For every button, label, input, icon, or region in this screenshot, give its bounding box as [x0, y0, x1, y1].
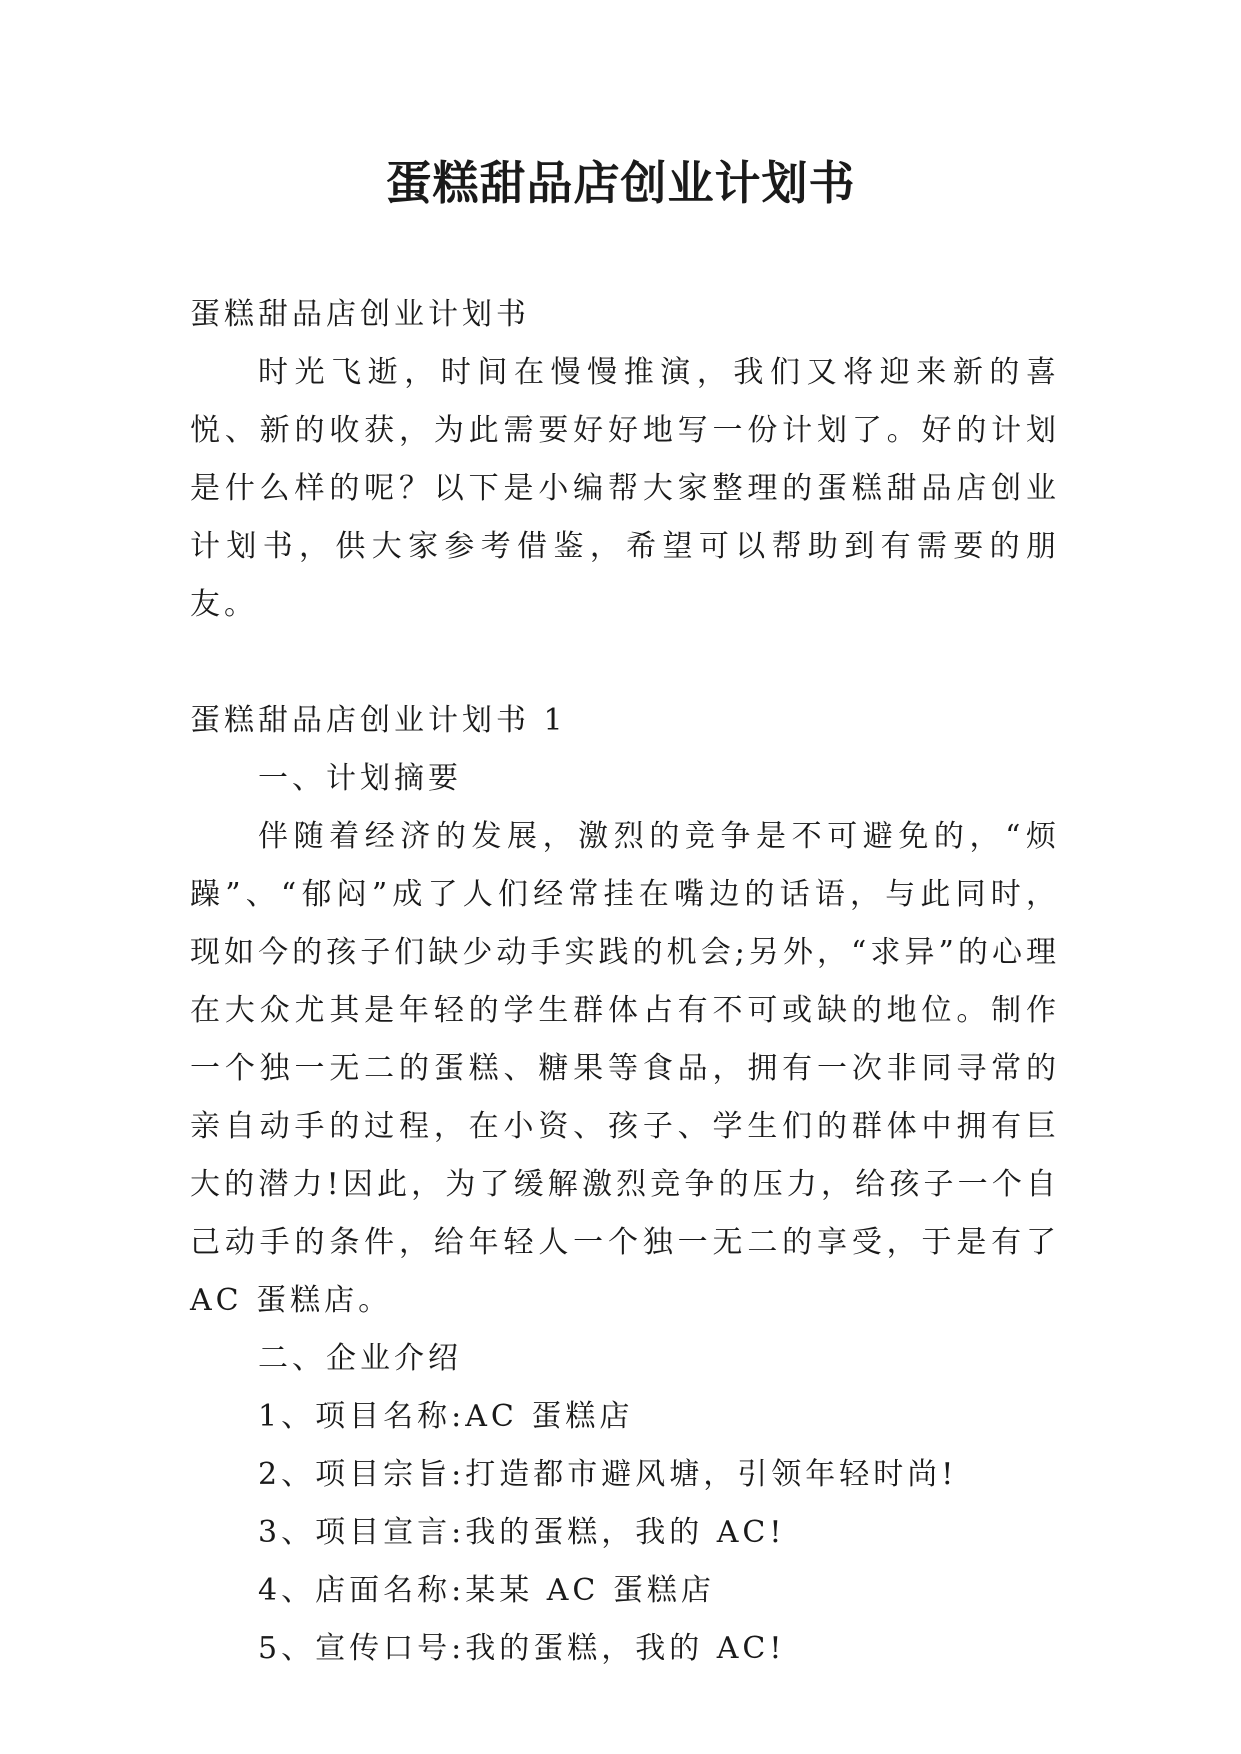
summary-paragraph: 伴随着经济的发展，激烈的竞争是不可避免的，“烦躁”、“郁闷”成了人们经常挂在嘴边的话语，与此同时，现如今的孩子们缺少动手实践的机会;另外，“求异”的心理在大众尤其是年轻的学生群体占有不可或缺的地位。制作一个独一无二的蛋糕、糖果等食品，拥有一次非同寻常的亲自动手的过程，在小资、孩子、学生们的群体中拥有巨大的潜力!因此，为了缓解激烈竞争的压力，给孩子一个自己动手的条件，给年轻人一个独一无二的享受，于是有了 AC 蛋糕店。	[190, 819, 1060, 1318]
list-item: 5、宣传口号:我的蛋糕，我的 AC!	[258, 1631, 786, 1666]
list-item: 1、项目名称:AC 蛋糕店	[258, 1399, 634, 1434]
list-item: 4、店面名称:某某 AC 蛋糕店	[258, 1573, 715, 1608]
subsection-heading-company: 二、企业介绍	[258, 1341, 462, 1376]
intro-heading: 蛋糕甜品店创业计划书	[190, 297, 530, 332]
document-title: 蛋糕甜品店创业计划书	[385, 156, 856, 210]
intro-paragraph: 时光飞逝，时间在慢慢推演，我们又将迎来新的喜悦、新的收获，为此需要好好地写一份计划了。好的计划是什么样的呢？以下是小编帮大家整理的蛋糕甜品店创业计划书，供大家参考借鉴，希望可以帮助到有需要的朋友。	[190, 355, 1060, 622]
section-heading: 蛋糕甜品店创业计划书 1	[190, 703, 567, 738]
subsection-heading-summary: 一、计划摘要	[258, 761, 462, 796]
spacer	[190, 634, 1060, 692]
list-item: 2、项目宗旨:打造都市避风塘，引领年轻时尚!	[258, 1457, 958, 1492]
list-item: 3、项目宣言:我的蛋糕，我的 AC!	[258, 1515, 786, 1550]
document-body	[190, 286, 1060, 1678]
